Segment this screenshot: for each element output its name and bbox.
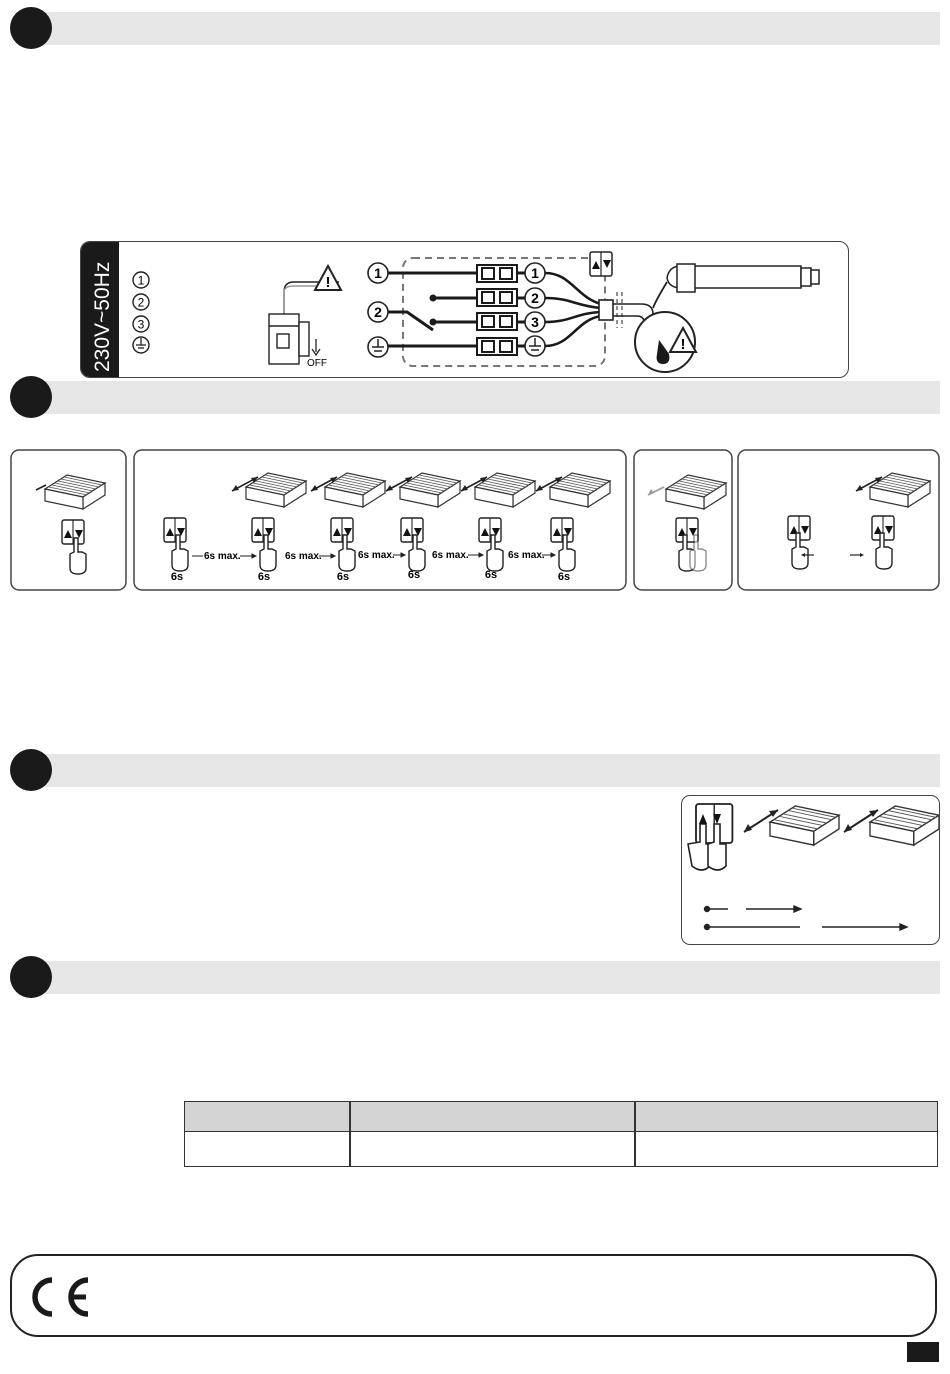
earth-ground-icon: [133, 337, 149, 353]
section-header-bar: [22, 754, 940, 787]
svg-text:6s: 6s: [407, 569, 421, 581]
svg-text:1: 1: [137, 273, 145, 288]
section-number-dot: [10, 956, 52, 998]
earth-ground-icon: [368, 337, 388, 357]
section-number-dot: [10, 376, 52, 418]
svg-text:6s: 6s: [557, 571, 571, 583]
section-number-dot: [10, 749, 52, 791]
spec-table: [184, 1101, 938, 1167]
svg-text:2: 2: [374, 304, 382, 320]
svg-text:6s: 6s: [484, 569, 498, 581]
section-header-bar: [22, 381, 940, 414]
awning-icon: [870, 806, 939, 845]
remote-operation-panel: [681, 795, 940, 945]
svg-text:6s: 6s: [257, 571, 271, 583]
svg-text:6s max.: 6s max.: [285, 551, 322, 562]
circuit-breaker-icon: [269, 282, 339, 364]
svg-text:6s max.: 6s max.: [432, 550, 469, 561]
svg-text:6s max.: 6s max.: [358, 550, 395, 561]
svg-text:2: 2: [137, 295, 145, 310]
section-header-bar: [22, 961, 940, 994]
off-label: OFF: [307, 358, 327, 369]
table-divider: [349, 1102, 351, 1166]
terminal-number: 1: [531, 265, 539, 281]
svg-text:!: !: [680, 336, 686, 353]
wiring-diagram: [80, 241, 849, 378]
page-number-tab: [907, 1342, 939, 1362]
voltage-label: 230V~50Hz: [91, 261, 114, 372]
svg-text:6s: 6s: [170, 571, 184, 583]
tubular-motor-icon: [667, 264, 819, 292]
section-header-bar: [22, 12, 940, 45]
terminal-number: 3: [531, 314, 539, 330]
remote-switch-icon: [62, 520, 84, 544]
svg-text:6s: 6s: [336, 571, 350, 583]
table-divider: [634, 1102, 636, 1166]
legend: [133, 272, 149, 353]
svg-text:3: 3: [137, 317, 145, 332]
svg-text:6s max.: 6s max.: [508, 550, 545, 561]
warning-icon: [315, 266, 341, 291]
terminal-number: 2: [531, 290, 539, 306]
awning-icon: [770, 806, 839, 845]
supply-number: [368, 263, 388, 357]
svg-text:6s max.: 6s max.: [204, 551, 241, 562]
programming-illustrations: [0, 445, 950, 595]
svg-text:!: !: [325, 274, 331, 291]
terminal-block: [477, 265, 517, 355]
section-number-dot: [10, 7, 52, 49]
remote-switch-icon: [590, 252, 612, 276]
table-header-row: [185, 1102, 937, 1132]
ce-conformity-box: [10, 1254, 937, 1337]
earth-ground-icon: [525, 336, 545, 356]
ce-mark-icon: [26, 1272, 96, 1322]
svg-text:1: 1: [374, 265, 382, 281]
